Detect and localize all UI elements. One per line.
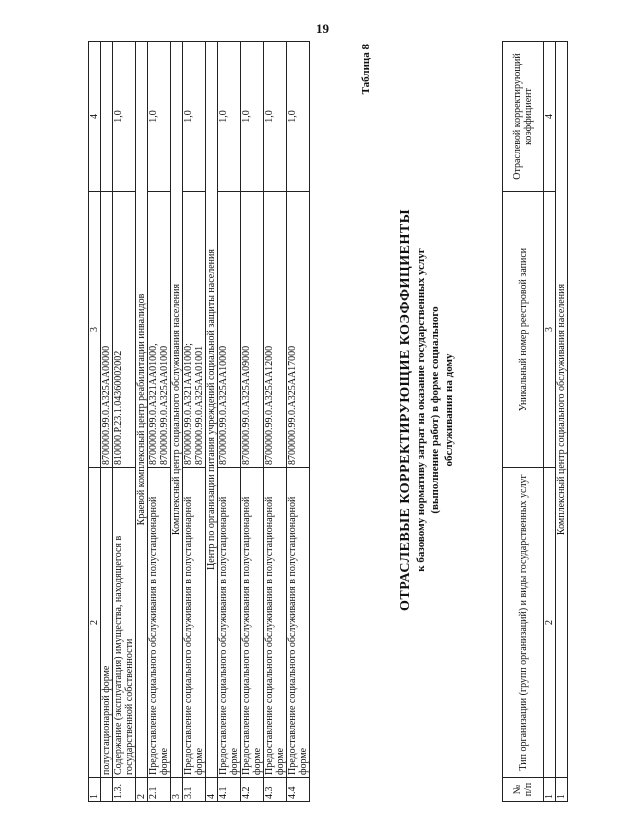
registry-codes bbox=[218, 192, 241, 468]
column-numbers-row bbox=[89, 42, 101, 802]
section-row bbox=[136, 42, 148, 802]
heading-line-2: (выполнение работ) в форме социального bbox=[429, 306, 441, 514]
column-number: 4 bbox=[89, 42, 101, 192]
table-row bbox=[148, 42, 171, 802]
service-name: Содержание (эксплуатация) имущества, находящегося в государственной собственности bbox=[113, 468, 136, 778]
service-name: полустационарной форме bbox=[101, 468, 113, 778]
registry-code: 8700000.99.0.А325АА17000 bbox=[287, 345, 298, 465]
registry-code: 8700000.99.0.А325АА01000 bbox=[159, 345, 170, 465]
registry-code: 8700000.99.0.А325АА01001 bbox=[194, 345, 205, 465]
coefficient: 1,0 bbox=[148, 42, 171, 192]
registry-codes bbox=[287, 192, 310, 468]
service-name: Предоставление социального обслуживания в полустационарной форме bbox=[264, 468, 287, 778]
coefficient: 1,0 bbox=[287, 42, 310, 192]
coefficient: 1,0 bbox=[183, 42, 206, 192]
coefficient: 1,0 bbox=[113, 42, 136, 192]
row-number: 4 bbox=[206, 778, 218, 802]
row-number: 4.1 bbox=[218, 778, 241, 802]
registry-code: 8700000.99.0.А325АА09000 bbox=[241, 345, 252, 465]
column-number: 1 bbox=[544, 778, 556, 802]
column-number: 3 bbox=[89, 192, 101, 468]
table-row bbox=[287, 42, 310, 802]
row-number: 2.1 bbox=[148, 778, 171, 802]
coefficient: 1,0 bbox=[264, 42, 287, 192]
row-number: 1.3. bbox=[113, 778, 136, 802]
section-number: 1 bbox=[556, 778, 568, 802]
table-label: Таблица 8 bbox=[360, 44, 372, 95]
registry-codes bbox=[148, 192, 171, 468]
heading bbox=[398, 60, 456, 760]
table-row bbox=[241, 42, 264, 802]
row-number: 3.1 bbox=[183, 778, 206, 802]
row-number bbox=[101, 778, 113, 802]
row-number: 4.4 bbox=[287, 778, 310, 802]
registry-code: 8700000.99.0.А325АА10000 bbox=[218, 345, 229, 465]
continuation-table bbox=[88, 41, 310, 802]
registry-codes bbox=[264, 192, 287, 468]
registry-codes bbox=[183, 192, 206, 468]
coef-table-column-numbers bbox=[544, 42, 556, 802]
header-num: № п/п bbox=[503, 778, 544, 802]
column-number: 1 bbox=[89, 778, 101, 802]
row-number: 4.3 bbox=[264, 778, 287, 802]
column-number: 4 bbox=[544, 42, 556, 192]
header-registry-number: Уникальный номер реестровой записи bbox=[503, 192, 544, 468]
coefficient: 1,0 bbox=[241, 42, 264, 192]
column-number: 2 bbox=[544, 468, 556, 778]
header-coefficient: Отраслевой корректирующий коэффициент bbox=[503, 42, 544, 192]
table-row bbox=[218, 42, 241, 802]
header-org-type: Тип организации (групп организаций) и виды государственных услуг bbox=[503, 468, 544, 778]
service-name: Предоставление социального обслуживания в полустационарной форме bbox=[287, 468, 310, 778]
coefficient-table bbox=[502, 41, 568, 802]
coefficient bbox=[101, 42, 113, 192]
registry-code: 8700000.99.0.А325АА00000 bbox=[101, 345, 112, 465]
column-number: 3 bbox=[544, 192, 556, 468]
service-name: Предоставление социального обслуживания в полустационарной форме bbox=[148, 468, 171, 778]
table-row bbox=[183, 42, 206, 802]
section-row bbox=[206, 42, 218, 802]
row-number: 4.2 bbox=[241, 778, 264, 802]
registry-code: 8700000.99.0.А321АА01000, bbox=[148, 343, 159, 465]
coef-table-header-row bbox=[503, 42, 544, 802]
service-name: Предоставление социального обслуживания в полустационарной форме bbox=[241, 468, 264, 778]
column-number: 2 bbox=[89, 468, 101, 778]
registry-codes bbox=[101, 192, 113, 468]
coef-table-section-row bbox=[556, 42, 568, 802]
service-name: Предоставление социального обслуживания в полустационарной форме bbox=[183, 468, 206, 778]
section-title: Краевой комплексный центр реабилитации инвалидов bbox=[136, 42, 148, 778]
row-number: 3 bbox=[171, 778, 183, 802]
registry-codes bbox=[241, 192, 264, 468]
section-title: Комплексный центр социального обслуживания населения bbox=[556, 42, 568, 778]
page-number: 19 bbox=[316, 21, 329, 36]
section-title: Комплексный центр социального обслуживания населения bbox=[171, 42, 183, 778]
row-number: 2 bbox=[136, 778, 148, 802]
heading-line-1: к базовому нормативу затрат на оказание государственных услуг bbox=[415, 248, 427, 572]
registry-code: 8700000.99.0.А321АА01000; bbox=[183, 343, 194, 465]
service-name: Предоставление социального обслуживания в полустационарной форме bbox=[218, 468, 241, 778]
heading-line-3: обслуживания на дому bbox=[443, 353, 455, 467]
table-row bbox=[113, 42, 136, 802]
registry-codes bbox=[113, 192, 136, 468]
registry-code: 8700000.99.0.А325АА12000 bbox=[264, 345, 275, 465]
section-title: Центр по организации питания учреждений социальной защиты населения bbox=[206, 42, 218, 778]
table-row bbox=[101, 42, 113, 802]
table-row bbox=[264, 42, 287, 802]
heading-title: ОТРАСЛЕВЫЕ КОРРЕКТИРУЮЩИЕ КОЭФФИЦИЕНТЫ bbox=[398, 209, 413, 611]
coefficient: 1,0 bbox=[218, 42, 241, 192]
rotated-content bbox=[0, 20, 640, 820]
registry-code: 810000.Р.23.1.04360002002 bbox=[113, 350, 124, 465]
section-row bbox=[171, 42, 183, 802]
